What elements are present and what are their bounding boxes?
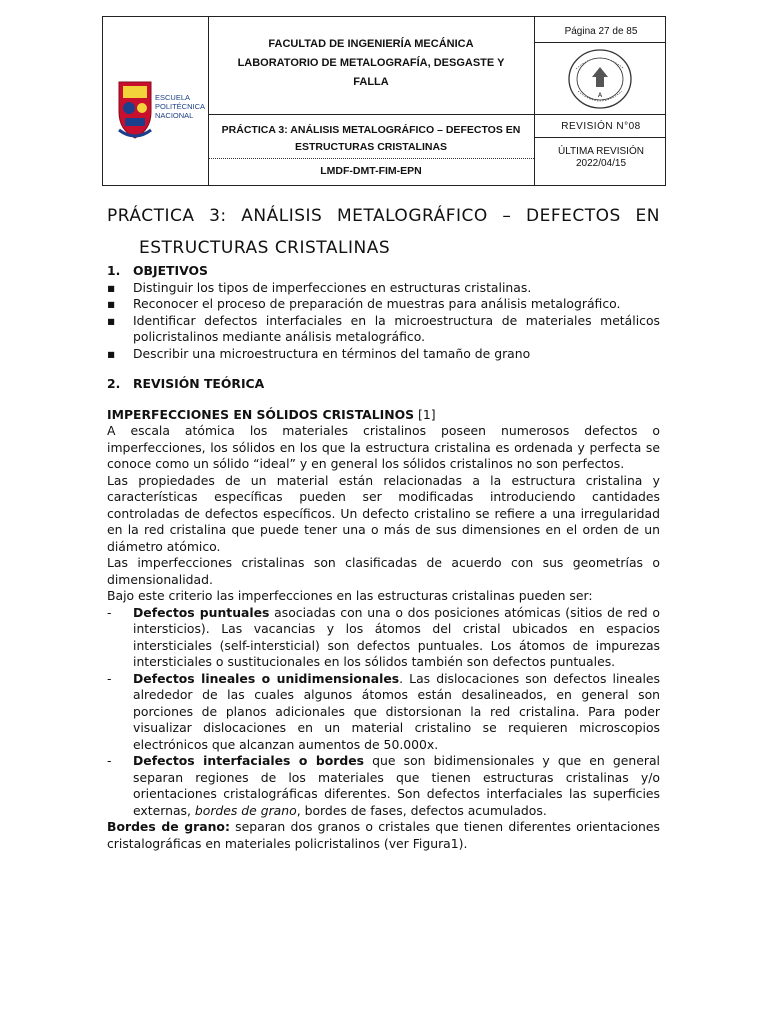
dash-bullet: -: [107, 753, 112, 768]
objective-item: [107, 346, 660, 363]
paragraph: Las propiedades de un material están relacionadas a la estructura cristalina y características específicas pueden ser modificadas introduciendo cantidades controladas de defectos específicos. Un defecto cristalino se refiere a una irregularidad en la red cristalina que puede tener una o más de sus dimensiones en el orden de un diámetro atómico.: [107, 472, 660, 554]
page-title: [107, 200, 660, 264]
logo-text-line3: NACIONAL: [155, 111, 194, 120]
defect-description: [133, 671, 660, 754]
faculty-name: [210, 35, 532, 92]
svg-text:A: A: [597, 93, 603, 99]
document-body: [107, 263, 660, 852]
defect-term: Defectos puntuales: [133, 604, 270, 620]
document-code: LMDF-DMT-FIM-EPN: [320, 165, 422, 177]
section-title: REVISIÓN TEÓRICA: [133, 376, 265, 391]
paragraph: A escala atómica los materiales cristalinos poseen numerosos defectos o imperfecciones, los sólidos en los que la estructura cristalina es ordenada y perfecta se conoce como un sólido “ideal” y en general los sólidos cristalinos no son perfectos.: [107, 423, 660, 471]
practice-title-line: ESTRUCTURAS CRISTALINAS: [294, 141, 448, 153]
title-word: ANÁLISIS: [241, 206, 323, 226]
defect-description: [133, 605, 660, 671]
spacer: [107, 393, 660, 407]
section-number: 1.: [107, 263, 121, 278]
square-bullet-icon: ▪: [107, 312, 116, 328]
defect-text: . Las dislocaciones son defectos lineales alrededor de las cuales algunos átomos están desalineados, en general son porciones de planos adicionales que distorsionan la red cristalina. Para poder visualizar dislocaciones en un material cristalino se requieren microscopios electrónicos que alcanzan aumentos de 50.000x.: [133, 670, 660, 752]
paragraph-text: separan dos granos o cristales que tienen diferentes orientaciones cristalográficas en materiales policristalinos (ver Figura1).: [107, 819, 660, 851]
title-word: EN: [635, 206, 660, 226]
header-divider: [534, 114, 665, 115]
page-number: Página 27 de 85: [564, 26, 638, 37]
paragraph: Bajo este criterio las imperfecciones en las estructuras cristalinas pueden ser:: [107, 588, 593, 603]
practice-title-cell: [210, 122, 532, 156]
title-word: PRÁCTICA: [107, 206, 195, 226]
section-heading-review: [107, 376, 660, 393]
defect-text: que son bidimensionales y que en general separan regiones de los materiales que tienen estructuras cristalinas y/o orientaciones cristalográficas diferentes. Son defectos interfaciales las superficies externas,: [133, 753, 660, 818]
last-revision-label: ÚLTIMA REVISIÓN: [558, 146, 644, 157]
title-word: 3:: [209, 206, 227, 226]
citation: [1]: [414, 406, 436, 422]
title-word: METALOGRÁFICO: [336, 206, 488, 226]
defect-text: , bordes de fases, defectos acumulados.: [296, 802, 547, 818]
logo-text-line1: ESCUELA: [155, 93, 191, 102]
defect-type-item: [107, 671, 660, 754]
paragraph: [107, 819, 660, 852]
defect-type-item: [107, 753, 660, 819]
document-header-table: [102, 16, 666, 186]
objective-text: Distinguir los tipos de imperfecciones en estructuras cristalinas.: [133, 279, 532, 295]
paragraph: Las imperfecciones cristalinas son clasificadas de acuerdo con sus geometrías o dimensionalidad.: [107, 555, 660, 587]
lab-line: FALLA: [353, 76, 389, 88]
subsection-title: IMPERFECCIONES EN SÓLIDOS CRISTALINOS: [107, 406, 415, 422]
last-revision-date: 2022/04/15: [575, 158, 627, 169]
title-line-1: [107, 200, 660, 232]
faculty-line: FACULTAD DE INGENIERÍA MECÁNICA: [268, 38, 474, 50]
term-grain-boundaries: Bordes de grano:: [107, 819, 230, 834]
objective-text: Describir una microestructura en términos del tamaño de grano: [133, 345, 531, 361]
defect-text: asociadas con una o dos posiciones atómicas (sitios de red o intersticios). Las vacancias y los átomos del cristal ubicados en espacios intersticiales (self-intersticial) son defectos puntuales. Los átomos de impurezas intersticiales o sustitucionales en los sólidos también son defectos puntuales.: [133, 604, 660, 669]
objective-item: [107, 313, 660, 346]
dash-bullet: -: [107, 604, 112, 620]
objective-text: Reconocer el proceso de preparación de muestras para análisis metalográfico.: [133, 296, 621, 311]
title-word: –: [502, 206, 512, 226]
last-revision: [536, 146, 666, 170]
title-word: DEFECTOS: [526, 206, 621, 226]
square-bullet-icon: ▪: [107, 279, 116, 295]
defect-term: Defectos interfaciales o bordes: [133, 753, 365, 768]
section-title: OBJETIVOS: [133, 263, 208, 278]
square-bullet-icon: ▪: [107, 296, 116, 311]
dash-bullet: -: [107, 670, 112, 686]
epn-emblem-icon: [119, 82, 151, 138]
section-heading-objectives: [107, 263, 660, 280]
logo-text-line2: POLITÉCNICA: [155, 102, 205, 111]
title-line-2: ESTRUCTURAS CRISTALINAS: [139, 238, 391, 258]
header-divider: [534, 42, 665, 43]
defect-term: Defectos lineales o unidimensionales: [133, 670, 400, 686]
spacer: [107, 362, 660, 376]
defect-italic-term: bordes de grano: [194, 802, 297, 818]
defect-description: [133, 753, 660, 819]
header-dotted-divider: [208, 158, 534, 159]
header-divider: [534, 137, 665, 138]
header-divider: [208, 17, 209, 185]
epn-logo: [115, 72, 205, 144]
revision-number: REVISIÓN N°08: [561, 121, 641, 132]
objective-item: [107, 296, 660, 313]
defect-type-item: [107, 605, 660, 671]
subsection-heading: [107, 407, 660, 424]
header-divider: [208, 114, 534, 115]
square-bullet-icon: ▪: [107, 345, 116, 361]
lab-stamp-seal: [566, 47, 634, 111]
section-number: 2.: [107, 376, 121, 391]
practice-title-line: PRÁCTICA 3: ANÁLISIS METALOGRÁFICO – DEFECTOS EN: [221, 124, 521, 136]
lab-line: LABORATORIO DE METALOGRAFÍA, DESGASTE Y: [237, 57, 505, 69]
objective-item: [107, 280, 660, 297]
objective-text: Identificar defectos interfaciales en la microestructura de materiales metálicos policristalinos mediante análisis metalográfico.: [133, 312, 660, 344]
